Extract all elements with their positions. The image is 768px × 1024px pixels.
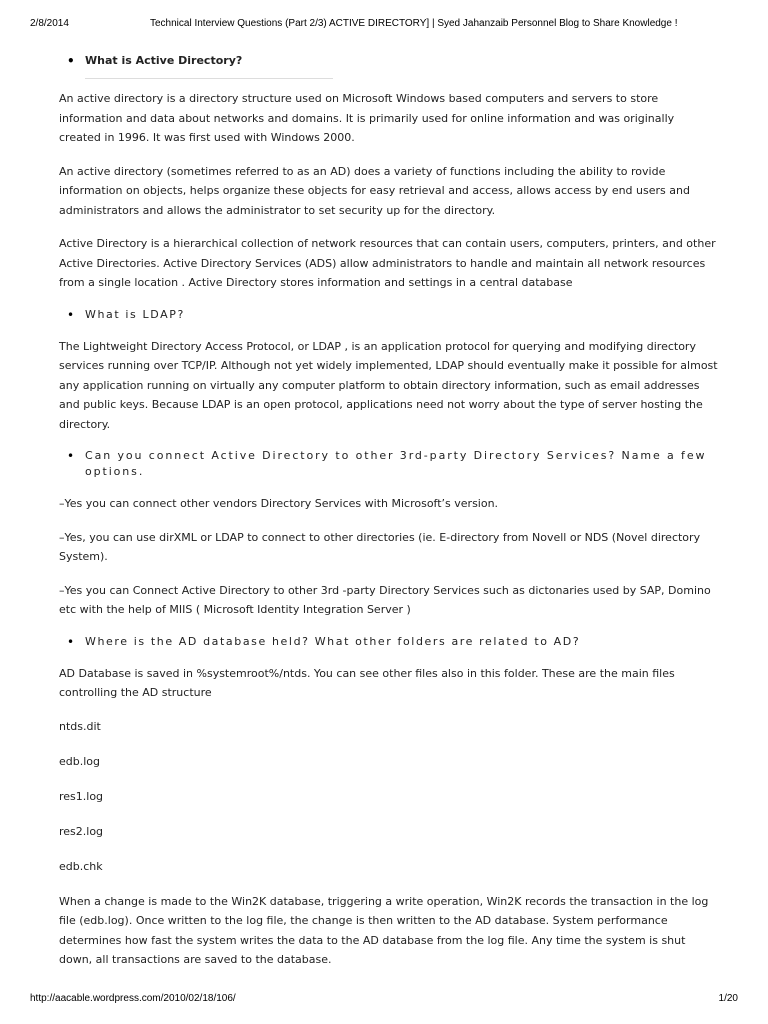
paragraph: –Yes you can connect other vendors Directory Services with Microsoft’s version. [59, 497, 499, 510]
question-text: Where is the AD database held? What other folders are related to AD? [85, 634, 581, 648]
paragraph: –Yes, you can use dirXML or LDAP to connect to other directories (ie. E-directory from Novell or NDS (Novel directory System). [59, 530, 701, 563]
question-text: What is Active Directory? [85, 54, 243, 67]
file-name: res1.log [59, 789, 104, 803]
heading-divider [85, 78, 333, 79]
page-url: http://aacable.wordpress.com/2010/02/18/106/ [30, 993, 236, 1004]
paragraph: –Yes you can Connect Active Directory to other 3rd -party Directory Services such as dictonaries used by SAP, Domino etc with the help of MIIS ( Microsoft Identity Integration Server ) [59, 583, 711, 616]
question-heading [59, 634, 719, 650]
file-name: edb.log [59, 754, 100, 768]
paragraph: When a change is made to the Win2K database, triggering a write operation, Win2K records the transaction in the log file (edb.log). Once written to the log file, the change is then written to the AD database. System performance determines how fast the system writes the data to the AD database from the log file. Any time the system is shut down, all transactions are saved to the database. [59, 894, 709, 966]
paragraph: AD Database is saved in %systemroot%/ntds. You can see other files also in this folder. These are the main files controlling the AD structure [59, 666, 675, 699]
question-text: What is LDAP? [85, 307, 185, 321]
article-body [59, 53, 719, 984]
print-title: Technical Interview Questions (Part 2/3) ACTIVE DIRECTORY] | Syed Jahanzaib Personnel Blog to Share Knowledge ! [150, 18, 678, 29]
question-text: Can you connect Active Directory to other 3rd-party Directory Services? Name a few options. [85, 449, 707, 478]
file-name: edb.chk [59, 859, 103, 873]
question-heading [59, 448, 719, 480]
print-header [0, 0, 768, 34]
print-date: 2/8/2014 [30, 18, 69, 29]
question-heading [59, 53, 719, 69]
file-name: res2.log [59, 824, 104, 838]
paragraph: An active directory (sometimes referred to as an AD) does a variety of functions including the ability to rovide information on objects, helps organize these objects for easy retrieval and access, allows access by end users and administrators and allows the administrator to set security up for the directory. [59, 164, 690, 217]
print-footer [0, 990, 768, 1010]
paragraph: An active directory is a directory structure used on Microsoft Windows based computers and servers to store information and data about networks and domains. It is primarily used for online information and was originally created in 1996. It was first used with Windows 2000. [59, 92, 675, 144]
paragraph: The Lightweight Directory Access Protocol, or LDAP , is an application protocol for querying and modifying directory services running over TCP/IP. Although not yet widely implemented, LDAP should eventually make it possible for almost any application running on virtually any computer platform to obtain directory information, such as email addresses and public keys. Because LDAP is an open protocol, applications need not worry about the type of server hosting the directory. [59, 339, 718, 431]
paragraph: Active Directory is a hierarchical collection of network resources that can contain users, computers, printers, and other Active Directories. Active Directory Services (ADS) allow administrators to handle and maintain all network resources from a single location . Active Directory stores information and settings in a central database [59, 237, 716, 289]
question-heading [59, 307, 719, 323]
page-number: 1/20 [718, 993, 738, 1004]
file-name: ntds.dit [59, 719, 101, 733]
